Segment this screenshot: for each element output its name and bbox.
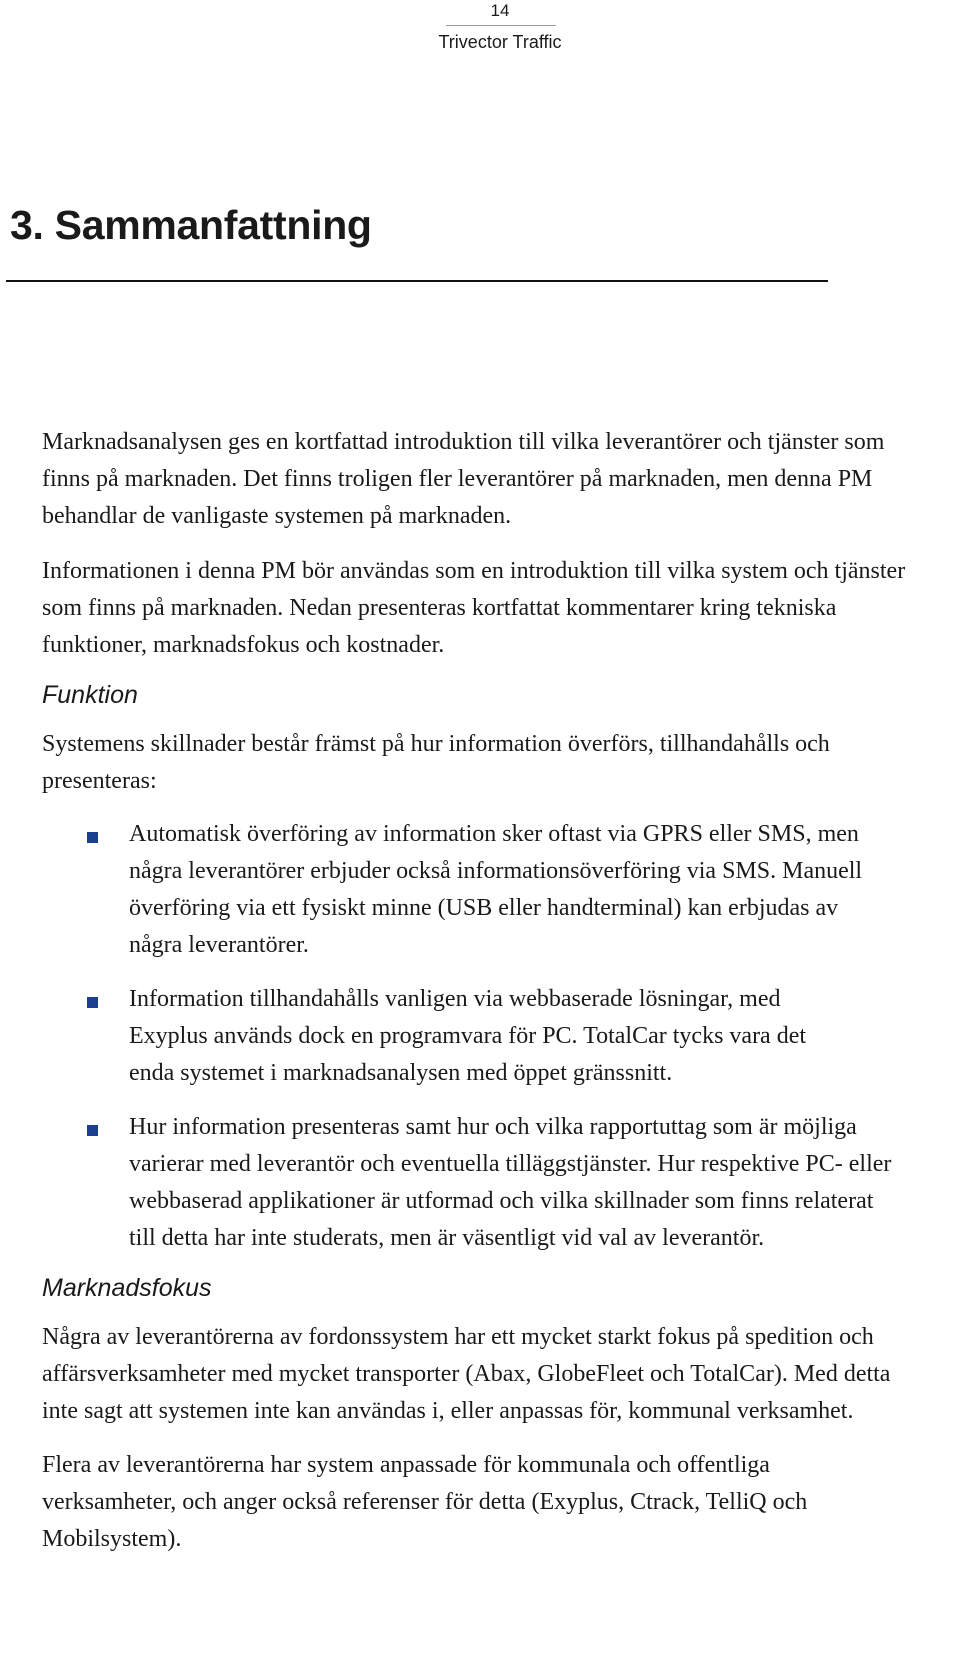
chapter-title: 3. Sammanfattning: [10, 202, 372, 248]
company-name: Trivector Traffic: [438, 32, 562, 52]
intro-paragraph-2: Informationen i denna PM bör användas som en introduktion till vilka system och tjänster som finns på marknaden. Nedan presenteras kortfattat kommentarer kring tekniska funktioner, marknadsfokus och kostnader.: [42, 558, 906, 658]
section-heading-funktion: Funktion: [42, 681, 138, 709]
bullet-item: [42, 981, 849, 1092]
page-number: 14: [490, 1, 510, 20]
bullet-text: Automatisk överföring av information sker oftast via GPRS eller SMS, men några leverantörer erbjuder också informationsöverföring via SMS. Manuell överföring via ett fysiskt minne (USB eller handterminal) kan erbjudas av några leverantörer.: [129, 821, 863, 958]
bullet-text: Information tillhandahålls vanligen via webbaserade lösningar, med Exyplus används dock en programvara för PC. TotalCar tycks vara det enda systemet i marknadsanalysen med öppet gränssnitt.: [129, 986, 807, 1086]
intro-paragraph-1: Marknadsanalysen ges en kortfattad introduktion till vilka leverantörer och tjänster som finns på marknaden. Det finns troligen fler leverantörer på marknaden, men denna PM behandlar de vanligaste systemen på marknaden.: [42, 429, 885, 529]
title-divider: [6, 280, 828, 282]
marknadsfokus-paragraph-2: Flera av leverantörerna har system anpassade för kommunala och offentliga verksamheter, och anger också referenser för detta (Exyplus, Ctrack, TelliQ och Mobilsystem).: [42, 1452, 808, 1552]
funktion-bullet-list: [42, 816, 960, 1257]
bullet-item: [42, 1109, 904, 1257]
square-bullet-icon: [87, 832, 98, 843]
bullet-item: [42, 816, 869, 964]
square-bullet-icon: [87, 1125, 98, 1136]
document-body: [42, 424, 960, 1558]
bullet-text: Hur information presenteras samt hur och vilka rapportuttag som är möjliga varierar med leverantör och eventuella tilläggstjänster. Hur respektive PC- eller webbaserad applikationer är utformad och vilka skillnader som finns relaterat till detta har inte studerats, men är väsentligt vid val av leverantör.: [129, 1114, 892, 1251]
square-bullet-icon: [87, 997, 98, 1008]
marknadsfokus-paragraph-1: Några av leverantörerna av fordonssystem har ett mycket starkt fokus på spedition och affärsverksamheter med mycket transporter (Abax, GlobeFleet och TotalCar). Med detta inte sagt att systemen inte kan användas i, eller anpassas för, kommunal verksamhet.: [42, 1324, 891, 1424]
funktion-intro: Systemens skillnader består främst på hur information överförs, tillhandahålls och presenteras:: [42, 731, 830, 794]
section-heading-marknadsfokus: Marknadsfokus: [42, 1274, 212, 1302]
page-header: [0, 0, 960, 60]
header-divider: [446, 25, 556, 26]
